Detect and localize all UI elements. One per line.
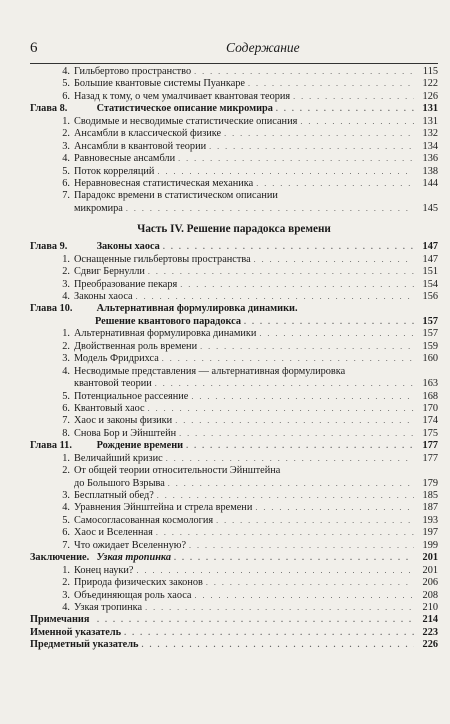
- entry-text: [60, 453, 163, 465]
- entry-title: квантовой теории: [74, 378, 152, 390]
- section-title: Назад к тому, о чем умалчивает квантовая теория: [74, 90, 291, 102]
- section-title: Потенциальное рассеяние: [74, 390, 189, 402]
- entry-text: [60, 66, 191, 78]
- dot-leader: [168, 478, 414, 490]
- chapter-entry: [30, 241, 438, 253]
- section-entry: [30, 128, 438, 140]
- section-entry: [30, 153, 438, 165]
- section-title: Уравнения Эйнштейна и стрела времени: [74, 502, 253, 514]
- dot-leader: [191, 391, 414, 403]
- section-number: 1.: [62, 564, 70, 576]
- entry-title: Решение квантового парадокса: [95, 315, 242, 327]
- dot-leader: [216, 515, 414, 527]
- section-title: Поток корреляций: [74, 165, 155, 177]
- section-title: Сводимые и несводимые статистические описания: [74, 115, 298, 127]
- header-rule: [30, 63, 438, 64]
- chapter-label: Глава 10.: [30, 303, 73, 315]
- section-number: 5.: [62, 514, 70, 526]
- dot-leader: [189, 540, 414, 552]
- entry-text: [30, 241, 160, 253]
- page-ref: 156: [422, 291, 438, 302]
- entry-text: [74, 478, 165, 490]
- dot-leader: [256, 178, 414, 190]
- chapter-title: Статистическое описание микромира: [96, 103, 273, 115]
- chapter-label: Заключение.: [30, 552, 90, 564]
- chapter-title: Альтернативная формулировка динамики.: [96, 303, 298, 315]
- page-ref: 214: [422, 614, 438, 626]
- section-entry: [30, 166, 438, 178]
- section-entry: [30, 254, 438, 266]
- page-ref: 138: [422, 165, 438, 177]
- section-title: Оснащенные гильбертовы пространства: [74, 253, 251, 265]
- entry-text: [60, 366, 345, 378]
- entry-text: [60, 428, 176, 440]
- dot-leader: [179, 428, 414, 440]
- page-ref: 160: [422, 353, 438, 365]
- section-entry: [30, 391, 438, 403]
- dot-leader: [148, 266, 414, 278]
- dot-leader: [156, 527, 414, 539]
- page-ref: 199: [422, 539, 438, 551]
- dot-leader: [195, 590, 415, 602]
- entry-text: [60, 465, 280, 477]
- chapter-label: Предметный указатель: [30, 639, 139, 651]
- page-ref: 134: [422, 140, 438, 152]
- entry-text: [60, 78, 245, 90]
- dot-leader: [186, 440, 414, 452]
- entry-text: [60, 190, 278, 202]
- section-entry: [30, 540, 438, 552]
- entry-text: [30, 614, 94, 626]
- section-entry: [30, 178, 438, 190]
- section-title: Большие квантовые системы Пуанкаре: [74, 78, 245, 90]
- page-ref: 145: [422, 202, 438, 214]
- section-title: Гильбертово пространство: [74, 66, 192, 77]
- section-number: 3.: [62, 589, 70, 601]
- table-of-contents: [30, 66, 438, 652]
- section-number: 4.: [62, 291, 70, 302]
- entry-text: [60, 291, 133, 303]
- page-ref: 132: [422, 128, 438, 140]
- page-ref: 151: [422, 266, 438, 278]
- entry-text: [60, 590, 192, 602]
- dot-leader: [148, 403, 414, 415]
- section-number: 5.: [62, 165, 70, 177]
- page-ref: 177: [422, 440, 438, 452]
- section-entry: [30, 141, 438, 153]
- running-title: Содержание: [226, 40, 300, 55]
- section-number: 2.: [62, 465, 70, 477]
- dot-leader: [97, 614, 414, 626]
- section-entry: [30, 502, 438, 514]
- chapter-entry: [30, 639, 438, 651]
- section-number: 2.: [62, 577, 70, 589]
- entry-text: [60, 540, 186, 552]
- page-ref: 185: [422, 490, 438, 501]
- page-ref: 122: [422, 78, 438, 90]
- section-number: 7.: [62, 415, 70, 427]
- page-ref: 157: [422, 328, 438, 340]
- section-title: Альтернативная формулировка динамики: [74, 328, 257, 340]
- section-entry: [30, 577, 438, 589]
- section-number: 7.: [62, 190, 70, 202]
- dot-leader: [276, 103, 414, 115]
- section-title: Величайший кризис: [74, 452, 163, 464]
- section-title: Законы хаоса: [74, 291, 133, 302]
- page-ref: 223: [422, 626, 438, 638]
- section-entry: [30, 291, 438, 303]
- chapter-entry: [30, 440, 438, 452]
- dot-leader: [209, 141, 414, 153]
- dot-leader: [293, 91, 414, 103]
- entry-text: [60, 502, 252, 514]
- entry-text: [74, 378, 152, 390]
- section-number: 1.: [62, 452, 70, 464]
- chapter-title: Рождение времени: [96, 440, 184, 452]
- chapter-label: Именной указатель: [30, 626, 122, 638]
- dot-leader: [300, 116, 414, 128]
- chapter-label: Примечания: [30, 614, 90, 626]
- entry-text: [60, 353, 159, 365]
- section-entry: [30, 91, 438, 103]
- section-entry: [30, 527, 438, 539]
- dot-leader: [175, 415, 414, 427]
- page-ref: 115: [422, 66, 438, 77]
- section-entry: [30, 328, 438, 340]
- dot-leader: [136, 291, 414, 303]
- page-ref: 131: [422, 103, 438, 115]
- page-ref: 168: [422, 390, 438, 402]
- dot-leader: [163, 241, 414, 253]
- section-entry: [30, 490, 438, 502]
- section-number: 4.: [62, 502, 70, 514]
- page-ref: 197: [422, 527, 438, 539]
- entry-text: [60, 577, 203, 589]
- dot-leader: [194, 66, 414, 78]
- page-number: 6: [30, 40, 38, 56]
- dot-leader: [157, 166, 414, 178]
- page-ref: 201: [422, 564, 438, 576]
- page-ref: 157: [422, 315, 438, 327]
- entry-text: [60, 565, 133, 577]
- page-ref: 208: [422, 589, 438, 601]
- page-ref: 147: [422, 253, 438, 265]
- dot-leader: [166, 453, 414, 465]
- section-number: 3.: [62, 278, 70, 290]
- section-number: 6.: [62, 90, 70, 102]
- dot-leader: [141, 639, 414, 651]
- page-ref: 193: [422, 514, 438, 526]
- entry-text: [60, 602, 142, 614]
- dot-leader: [180, 279, 414, 291]
- section-title: Хаос и законы физики: [74, 415, 173, 427]
- page-ref: 136: [422, 153, 438, 165]
- entry-text: [60, 403, 145, 415]
- page-ref: 187: [422, 502, 438, 514]
- chapter-entry: [30, 552, 438, 564]
- dot-leader: [155, 378, 414, 390]
- entry-text: [60, 166, 154, 178]
- dot-leader: [162, 353, 414, 365]
- page-ref: 163: [422, 378, 438, 390]
- dot-leader: [254, 254, 414, 266]
- entry-text: [74, 203, 123, 215]
- section-title: Квантовый хаос: [74, 402, 145, 414]
- section-entry: [30, 515, 438, 527]
- section-number: 3.: [62, 353, 70, 365]
- entry-text: [30, 440, 183, 452]
- section-title: Ансамбли в квантовой теории: [74, 140, 207, 152]
- dot-leader: [174, 552, 414, 564]
- page-ref: 177: [422, 452, 438, 464]
- dot-leader: [244, 316, 414, 328]
- chapter-label: Глава 8.: [30, 103, 68, 115]
- page-ref: 170: [422, 402, 438, 414]
- section-entry: [30, 415, 438, 427]
- section-number: 8.: [62, 427, 70, 439]
- entry-text: [30, 627, 121, 639]
- entry-text: [60, 116, 297, 128]
- chapter-entry-continued: [30, 316, 438, 328]
- section-title: Несводимые представления — альтернативная формулировка: [74, 365, 346, 377]
- section-title: Парадокс времени в статистическом описании: [74, 190, 278, 202]
- chapter-label: Глава 9.: [30, 241, 68, 253]
- entry-text: [60, 153, 175, 165]
- entry-text: [30, 639, 138, 651]
- section-number: 2.: [62, 340, 70, 352]
- entry-text: [60, 341, 197, 353]
- section-number: 5.: [62, 78, 70, 90]
- section-entry: [30, 353, 438, 365]
- page-ref: 131: [422, 115, 438, 127]
- section-entry: [30, 428, 438, 440]
- section-title: Сдвиг Бернулли: [74, 266, 145, 278]
- page-ref: 126: [422, 90, 438, 102]
- dot-leader: [200, 341, 414, 353]
- section-title: От общей теории относительности Эйнштейна: [74, 465, 281, 477]
- section-title: Модель Фридрихса: [74, 353, 159, 365]
- section-title: Двойственная роль времени: [74, 340, 198, 352]
- section-number: 4.: [62, 153, 70, 165]
- dot-leader: [206, 577, 414, 589]
- part-heading: Часть IV. Решение парадокса времени: [137, 223, 331, 236]
- page-ref: 144: [422, 177, 438, 189]
- page-ref: 175: [422, 427, 438, 439]
- entry-text: [60, 141, 206, 153]
- section-title: Снова Бор и Эйнштейн: [74, 427, 177, 439]
- entry-text: [60, 415, 172, 427]
- section-number: 4.: [62, 66, 70, 77]
- entry-text: [60, 391, 188, 403]
- entry-text: [60, 279, 177, 291]
- chapter-entry: [30, 627, 438, 639]
- dot-leader: [259, 328, 414, 340]
- dot-leader: [126, 203, 414, 215]
- chapter-label: Глава 11.: [30, 440, 72, 452]
- section-title: Что ожидает Вселенную?: [74, 539, 187, 551]
- entry-text: [60, 266, 145, 278]
- entry-text: [60, 490, 154, 502]
- section-entry-continued: [30, 478, 438, 490]
- section-entry: [30, 279, 438, 291]
- section-title: Неравновесная статистическая механика: [74, 177, 254, 189]
- chapter-entry: [30, 303, 438, 315]
- section-entry-continued: [30, 378, 438, 390]
- chapter-title: Узкая тропинка: [96, 552, 172, 564]
- entry-text: [30, 103, 273, 115]
- entry-text: [30, 303, 298, 315]
- dot-leader: [255, 502, 414, 514]
- section-entry: [30, 590, 438, 602]
- section-entry: [30, 190, 438, 202]
- page-ref: 174: [422, 415, 438, 427]
- section-entry: [30, 565, 438, 577]
- section-number: 2.: [62, 266, 70, 278]
- section-entry: [30, 465, 438, 477]
- entry-text: [60, 178, 253, 190]
- page-ref: 226: [422, 639, 438, 651]
- dot-leader: [157, 490, 414, 502]
- dot-leader: [136, 565, 414, 577]
- entry-text: [60, 128, 221, 140]
- section-title: Узкая тропинка: [74, 601, 143, 613]
- section-number: 3.: [62, 140, 70, 152]
- section-number: 6.: [62, 177, 70, 189]
- section-entry-continued: [30, 203, 438, 215]
- section-entry: [30, 116, 438, 128]
- section-entry: [30, 453, 438, 465]
- chapter-entry: [30, 614, 438, 626]
- entry-text: [30, 552, 171, 564]
- section-number: 1.: [62, 253, 70, 265]
- section-title: Хаос и Вселенная: [74, 527, 153, 539]
- section-title: Равновесные ансамбли: [74, 153, 176, 165]
- page-ref: 147: [422, 241, 438, 253]
- section-title: Преобразование пекаря: [74, 278, 178, 290]
- section-title: Объединяющая роль хаоса: [74, 589, 192, 601]
- entry-text: [60, 515, 213, 527]
- section-number: 7.: [62, 539, 70, 551]
- section-entry: [30, 78, 438, 90]
- section-entry: [30, 66, 438, 78]
- section-number: 3.: [62, 490, 70, 501]
- dot-leader: [145, 602, 414, 614]
- section-number: 6.: [62, 527, 70, 539]
- section-title: Бесплатный обед?: [74, 490, 154, 501]
- chapter-title: Законы хаоса: [96, 241, 160, 253]
- section-entry: [30, 341, 438, 353]
- section-number: 5.: [62, 390, 70, 402]
- section-number: 1.: [62, 328, 70, 340]
- section-title: Природа физических законов: [74, 577, 203, 589]
- dot-leader: [124, 627, 414, 639]
- chapter-entry: [30, 103, 438, 115]
- section-entry: [30, 403, 438, 415]
- entry-text: [60, 527, 153, 539]
- section-title: Конец науки?: [74, 564, 134, 576]
- section-number: 6.: [62, 402, 70, 414]
- entry-title: до Большого Взрыва: [74, 477, 165, 489]
- section-number: 4.: [62, 601, 70, 613]
- page-ref: 210: [422, 601, 438, 613]
- section-number: 1.: [62, 115, 70, 127]
- dot-leader: [248, 78, 414, 90]
- dot-leader: [224, 128, 414, 140]
- section-entry: [30, 602, 438, 614]
- page-header: [30, 40, 434, 58]
- section-number: 4.: [62, 365, 70, 377]
- section-title: Ансамбли в классической физике: [74, 128, 222, 140]
- entry-text: [60, 254, 251, 266]
- entry-text: [60, 328, 256, 340]
- page-ref: 201: [422, 552, 438, 564]
- page-ref: 206: [422, 577, 438, 589]
- page-ref: 179: [422, 477, 438, 489]
- entry-title: микромира: [74, 202, 123, 214]
- section-number: 2.: [62, 128, 70, 140]
- section-entry: [30, 366, 438, 378]
- entry-text: [95, 316, 241, 328]
- page-ref: 159: [422, 340, 438, 352]
- section-entry: [30, 266, 438, 278]
- page-ref: 154: [422, 278, 438, 290]
- section-title: Самосогласованная космология: [74, 514, 214, 526]
- entry-text: [60, 91, 290, 103]
- dot-leader: [178, 153, 414, 165]
